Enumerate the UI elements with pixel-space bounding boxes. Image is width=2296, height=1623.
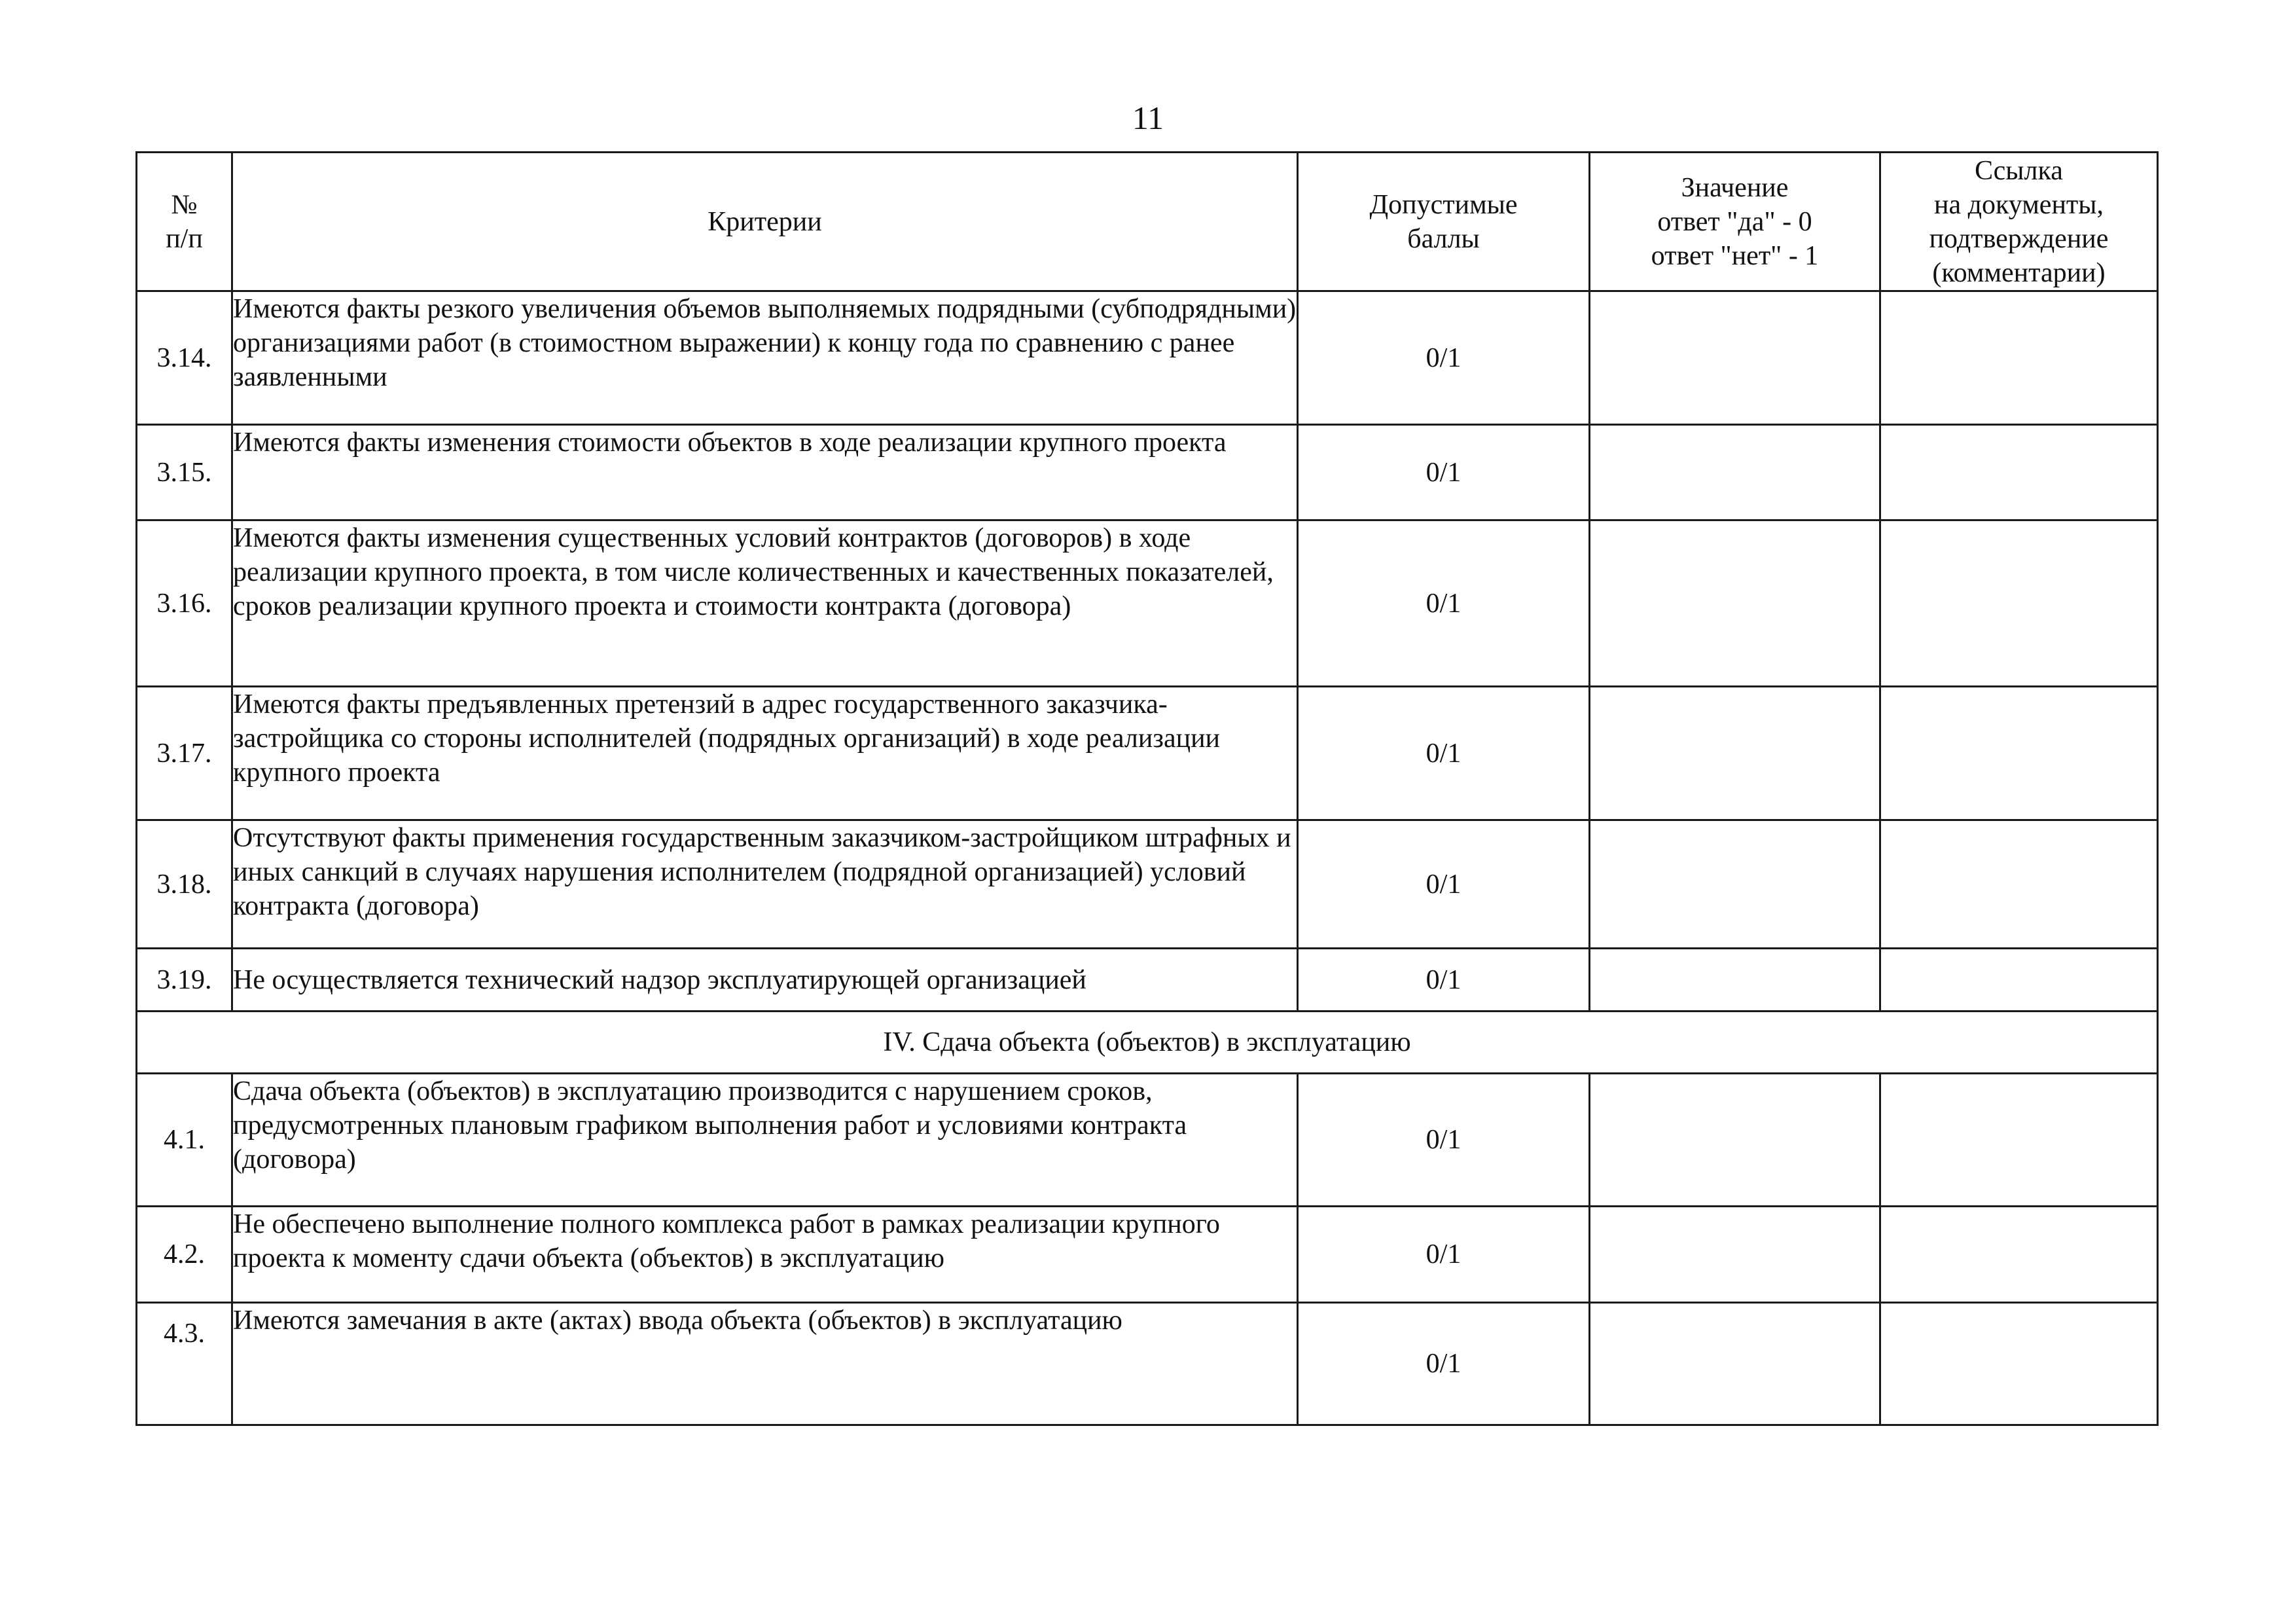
header-number: № п/п (137, 153, 232, 291)
row-number: 3.16. (137, 520, 232, 687)
criterion-text: Отсутствуют факты применения государственным заказчиком-застройщиком штрафных и иных санкций в случаях нарушения исполнителем (подрядной организацией) условий контракта (договора) (232, 820, 1298, 949)
allowed-points: 0/1 (1298, 520, 1590, 687)
document-link-cell[interactable] (1880, 687, 2158, 820)
allowed-points: 0/1 (1298, 1303, 1590, 1425)
criterion-text: Имеются факты изменения стоимости объектов в ходе реализации крупного проекта (232, 425, 1298, 520)
document-link-cell[interactable] (1880, 425, 2158, 520)
criterion-text: Имеются замечания в акте (актах) ввода объекта (объектов) в эксплуатацию (232, 1303, 1298, 1425)
value-cell[interactable] (1590, 291, 1880, 425)
allowed-points: 0/1 (1298, 425, 1590, 520)
allowed-points: 0/1 (1298, 291, 1590, 425)
table-row (137, 291, 2158, 425)
page-number: 11 (1132, 100, 1164, 136)
criterion-text: Имеются факты изменения существенных условий контрактов (договоров) в ходе реализации крупного проекта, в том числе количественных и качественных показателей, сроков реализации крупного проекта и стоимости контракта (договора) (232, 520, 1298, 687)
table-row (137, 687, 2158, 820)
criterion-text: Имеются факты резкого увеличения объемов выполняемых подрядными (субподрядными) организациями работ (в стоимостном выражении) к концу года по сравнению с ранее заявленными (232, 291, 1298, 425)
document-link-cell[interactable] (1880, 520, 2158, 687)
table-row (137, 520, 2158, 687)
value-cell[interactable] (1590, 1207, 1880, 1303)
table-row (137, 1207, 2158, 1303)
value-cell[interactable] (1590, 820, 1880, 949)
header-points: Допустимые баллы (1298, 153, 1590, 291)
row-number: 4.3. (137, 1303, 232, 1425)
row-number: 3.19. (137, 949, 232, 1012)
table-row (137, 1303, 2158, 1425)
document-link-cell[interactable] (1880, 1074, 2158, 1207)
value-cell[interactable] (1590, 425, 1880, 520)
criterion-text: Сдача объекта (объектов) в эксплуатацию производится с нарушением сроков, предусмотренных плановым графиком выполнения работ и условиями контракта (договора) (232, 1074, 1298, 1207)
row-number: 3.14. (137, 291, 232, 425)
header-criteria: Критерии (232, 153, 1298, 291)
document-link-cell[interactable] (1880, 949, 2158, 1012)
table-row (137, 949, 2158, 1012)
section-row (137, 1012, 2158, 1074)
allowed-points: 0/1 (1298, 820, 1590, 949)
row-number: 3.15. (137, 425, 232, 520)
document-link-cell[interactable] (1880, 820, 2158, 949)
row-number: 3.17. (137, 687, 232, 820)
header-value: Значение ответ "да" - 0 ответ "нет" - 1 (1590, 153, 1880, 291)
row-number: 4.2. (137, 1207, 232, 1303)
row-number: 3.18. (137, 820, 232, 949)
criteria-table (135, 151, 2159, 1426)
allowed-points: 0/1 (1298, 1207, 1590, 1303)
document-link-cell[interactable] (1880, 291, 2158, 425)
allowed-points: 0/1 (1298, 687, 1590, 820)
value-cell[interactable] (1590, 1303, 1880, 1425)
document-link-cell[interactable] (1880, 1207, 2158, 1303)
value-cell[interactable] (1590, 1074, 1880, 1207)
value-cell[interactable] (1590, 687, 1880, 820)
criterion-text: Не осуществляется технический надзор эксплуатирующей организацией (232, 949, 1298, 1012)
table-row (137, 1074, 2158, 1207)
table-header-row (137, 153, 2158, 291)
section-heading: IV. Сдача объекта (объектов) в эксплуатацию (137, 1012, 2158, 1074)
value-cell[interactable] (1590, 520, 1880, 687)
header-document-link: Ссылка на документы, подтверждение (комментарии) (1880, 153, 2158, 291)
allowed-points: 0/1 (1298, 1074, 1590, 1207)
allowed-points: 0/1 (1298, 949, 1590, 1012)
value-cell[interactable] (1590, 949, 1880, 1012)
criterion-text: Имеются факты предъявленных претензий в адрес государственного заказчика-застройщика со стороны исполнителей (подрядных организаций) в ходе реализации крупного проекта (232, 687, 1298, 820)
row-number: 4.1. (137, 1074, 232, 1207)
criterion-text: Не обеспечено выполнение полного комплекса работ в рамках реализации крупного проекта к моменту сдачи объекта (объектов) в эксплуатацию (232, 1207, 1298, 1303)
table-row (137, 425, 2158, 520)
table-row (137, 820, 2158, 949)
document-link-cell[interactable] (1880, 1303, 2158, 1425)
